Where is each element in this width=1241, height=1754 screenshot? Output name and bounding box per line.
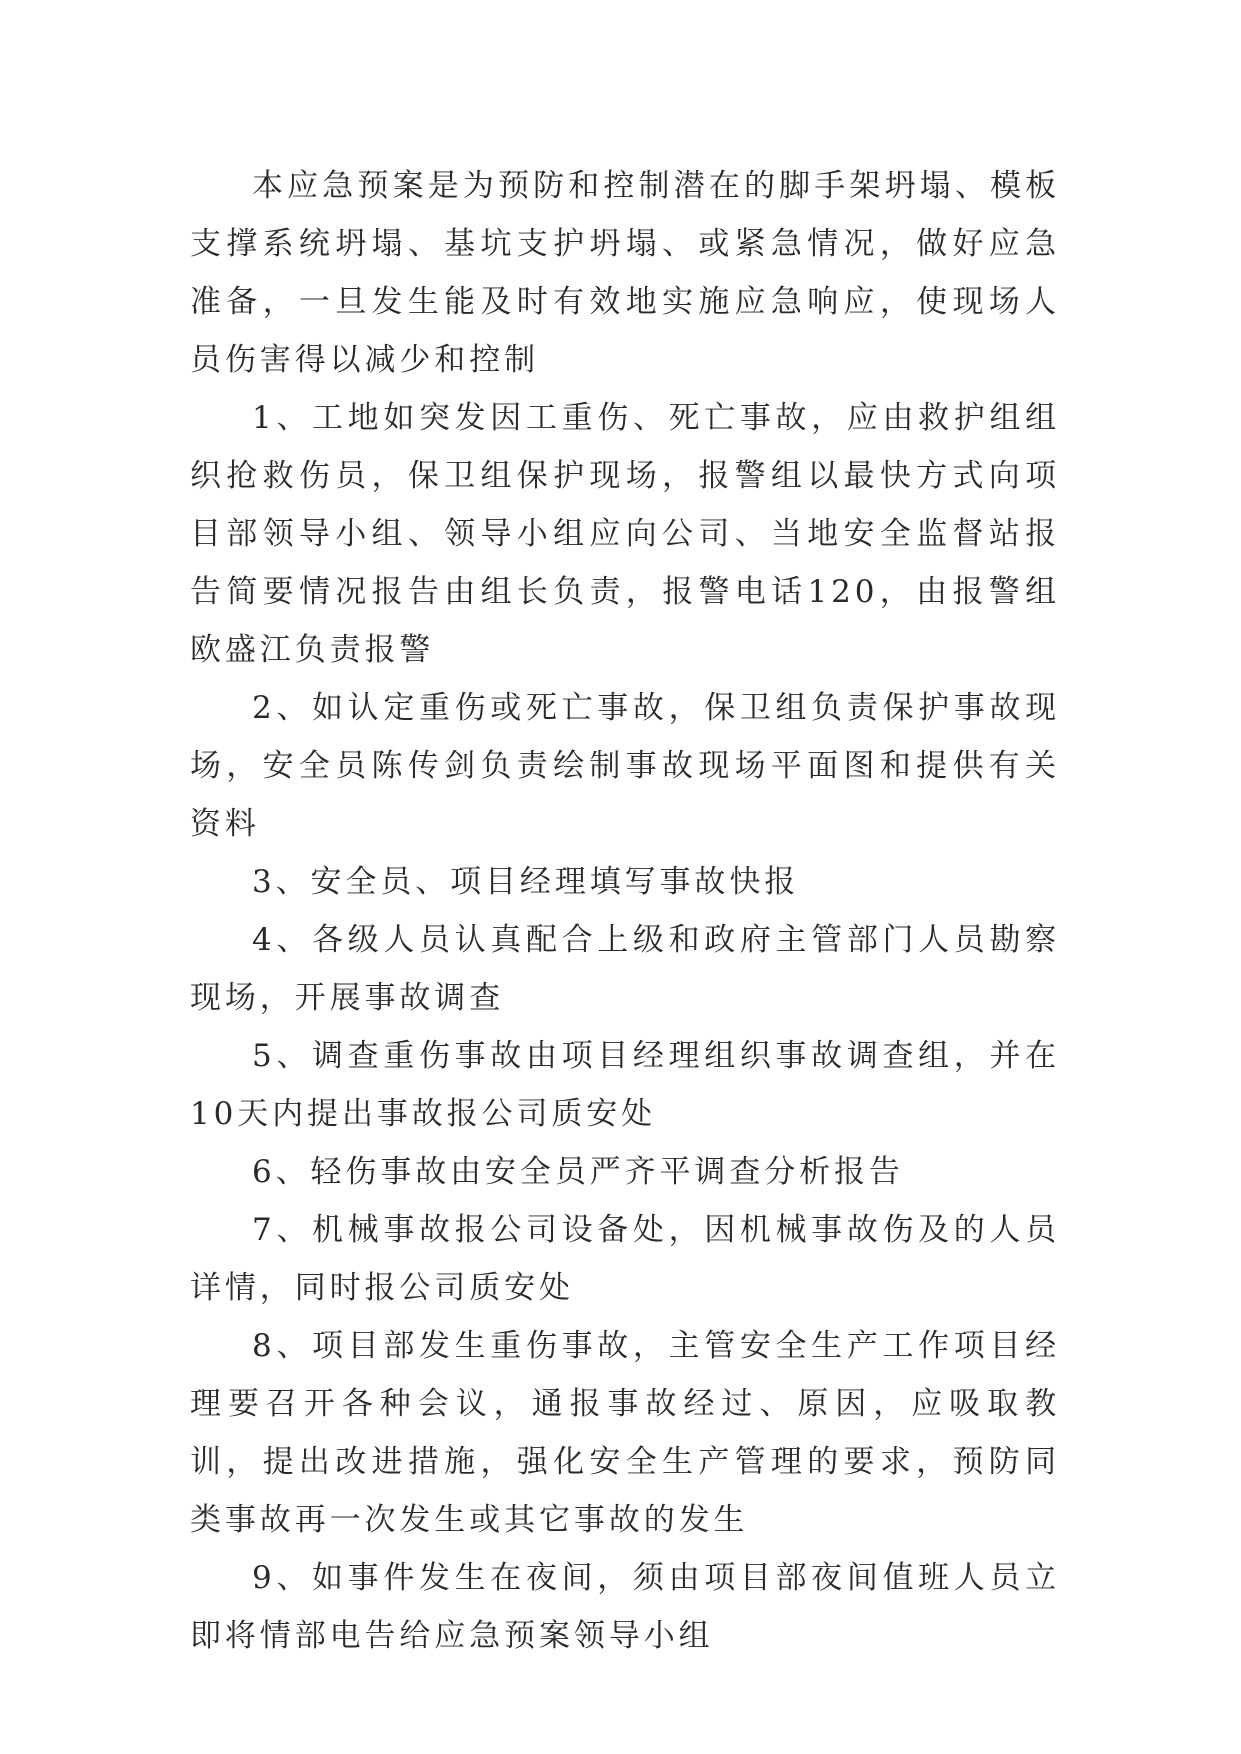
item-9-paragraph: 9、如事件发生在夜间，须由项目部夜间值班人员立即将情部电告给应急预案领导小组 xyxy=(190,1560,1060,1654)
item-3-paragraph: 3、安全员、项目经理填写事故快报 xyxy=(252,864,800,900)
item-1-paragraph: 1、工地如突发因工重伤、死亡事故，应由救护组组织抢救伤员，保卫组保护现场，报警组以最快方式向项目部领导小组、领导小组应向公司、当地安全监督站报告简要情况报告由组长负责，报警电话120，由报警组欧盛江负责报警 xyxy=(190,400,1060,668)
item-5-paragraph: 5、调查重伤事故由项目经理组织事故调查组，并在10天内提出事故报公司质安处 xyxy=(190,1038,1060,1132)
item-6-paragraph: 6、轻伤事故由安全员严齐平调查分析报告 xyxy=(252,1154,904,1190)
item-4-paragraph: 4、各级人员认真配合上级和政府主管部门人员勘察现场，开展事故调查 xyxy=(190,922,1060,1016)
item-8-paragraph: 8、项目部发生重伤事故，主管安全生产工作项目经理要召开各种会议，通报事故经过、原因，应吸取教训，提出改进措施，强化安全生产管理的要求，预防同类事故再一次发生或其它事故的发生 xyxy=(190,1328,1060,1538)
item-2-paragraph: 2、如认定重伤或死亡事故，保卫组负责保护事故现场，安全员陈传剑负责绘制事故现场平面图和提供有关资料 xyxy=(190,690,1060,842)
document-body xyxy=(190,157,1060,1665)
item-7-paragraph: 7、机械事故报公司设备处，因机械事故伤及的人员详情，同时报公司质安处 xyxy=(190,1212,1060,1306)
intro-paragraph: 本应急预案是为预防和控制潜在的脚手架坍塌、模板支撑系统坍塌、基坑支护坍塌、或紧急情况，做好应急准备，一旦发生能及时有效地实施应急响应，使现场人员伤害得以减少和控制 xyxy=(190,168,1060,378)
